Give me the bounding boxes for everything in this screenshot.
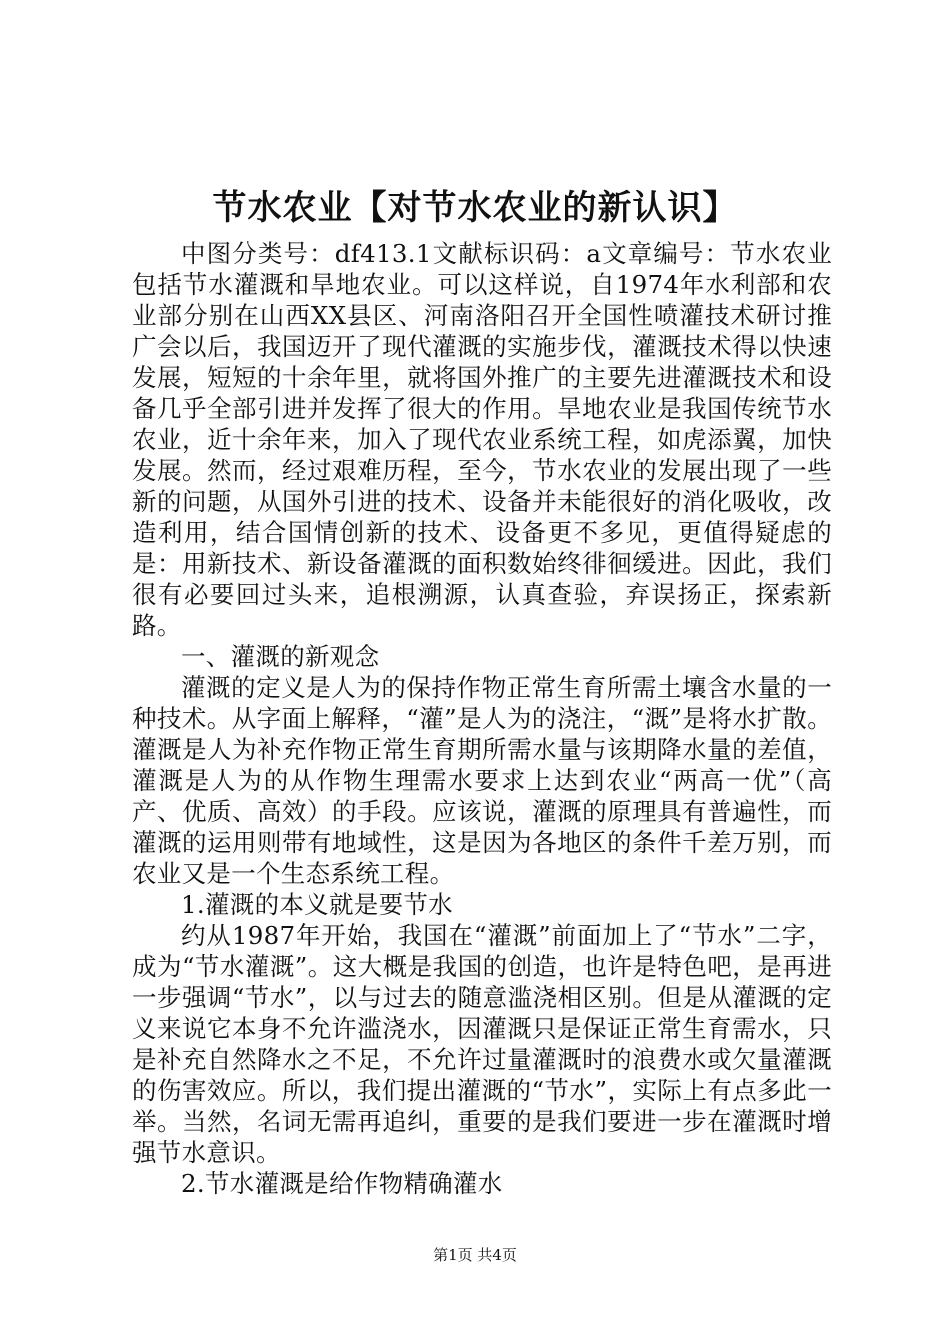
paragraph-irrigation-definition: 灌溉的定义是人为的保持作物正常生育所需土壤含水量的一种技术。从字面上解释，“灌”是人为的浇注，“溉”是将水扩散。灌溉是人为补充作物正常生育期所需水量与该期降水量的差值，灌溉是人为的从作物生理需水要求上达到农业“两高一优”（高产、优质、高效）的手段。应该说，灌溉的原理具有普遍性，而灌溉的运用则带有地域性，这是因为各地区的条件千差万别，而农业又是一个生态系统工程。 bbox=[132, 673, 832, 888]
subsection-heading-1: 1.灌溉的本义就是要节水 bbox=[181, 890, 453, 919]
paragraph-intro: 中图分类号：df413.1文献标识码：a文章编号：节水农业包括节水灌溉和旱地农业。可以这样说，自1974年水利部和农业部分别在山西XX县区、河南洛阳召开全国性喷灌技术研讨推广会以后，我国迈开了现代灌溉的实施步伐，灌溉技术得以快速发展，短短的十余年里，就将国外推广的主要先进灌溉技术和设备几乎全部引进并发挥了很大的作用。旱地农业是我国传统节水农业，近十余年来，加入了现代农业系统工程，如虎添翼，加快发展。然而，经过艰难历程，至今，节水农业的发展出现了一些新的问题，从国外引进的技术、设备并未能很好的消化吸收，改造利用，结合国情创新的技术、设备更不多见，更值得疑虑的是：用新技术、新设备灌溉的面积数始终徘徊缓进。因此，我们很有必要回过头来，追根溯源，认真查验，弃误扬正，探索新路。 bbox=[132, 239, 832, 640]
paragraph-water-saving: 约从1987年开始，我国在“灌溉”前面加上了“节水”二字，成为“节水灌溉”。这大概是我国的创造，也许是特色吧，是再进一步强调“节水”，以与过去的随意滥浇相区别。但是从灌溉的定义来说它本身不允许滥浇水，因灌溉只是保证正常生育需水，只是补充自然降水之不足，不允许过量灌溉时的浪费水或欠量灌溉的伤害效应。所以，我们提出灌溉的“节水”，实际上有点多此一举。当然，名词无需再追纠，重要的是我们要进一步在灌溉时增强节水意识。 bbox=[132, 921, 832, 1167]
document-body bbox=[132, 238, 832, 1199]
document-title: 节水农业【对节水农业的新认识】 bbox=[212, 188, 738, 228]
subsection-heading-2: 2.节水灌溉是给作物精确灌水 bbox=[181, 1169, 503, 1198]
section-heading-1: 一、灌溉的新观念 bbox=[181, 642, 380, 671]
page-footer: 第1页 共4页 bbox=[433, 1246, 517, 1264]
